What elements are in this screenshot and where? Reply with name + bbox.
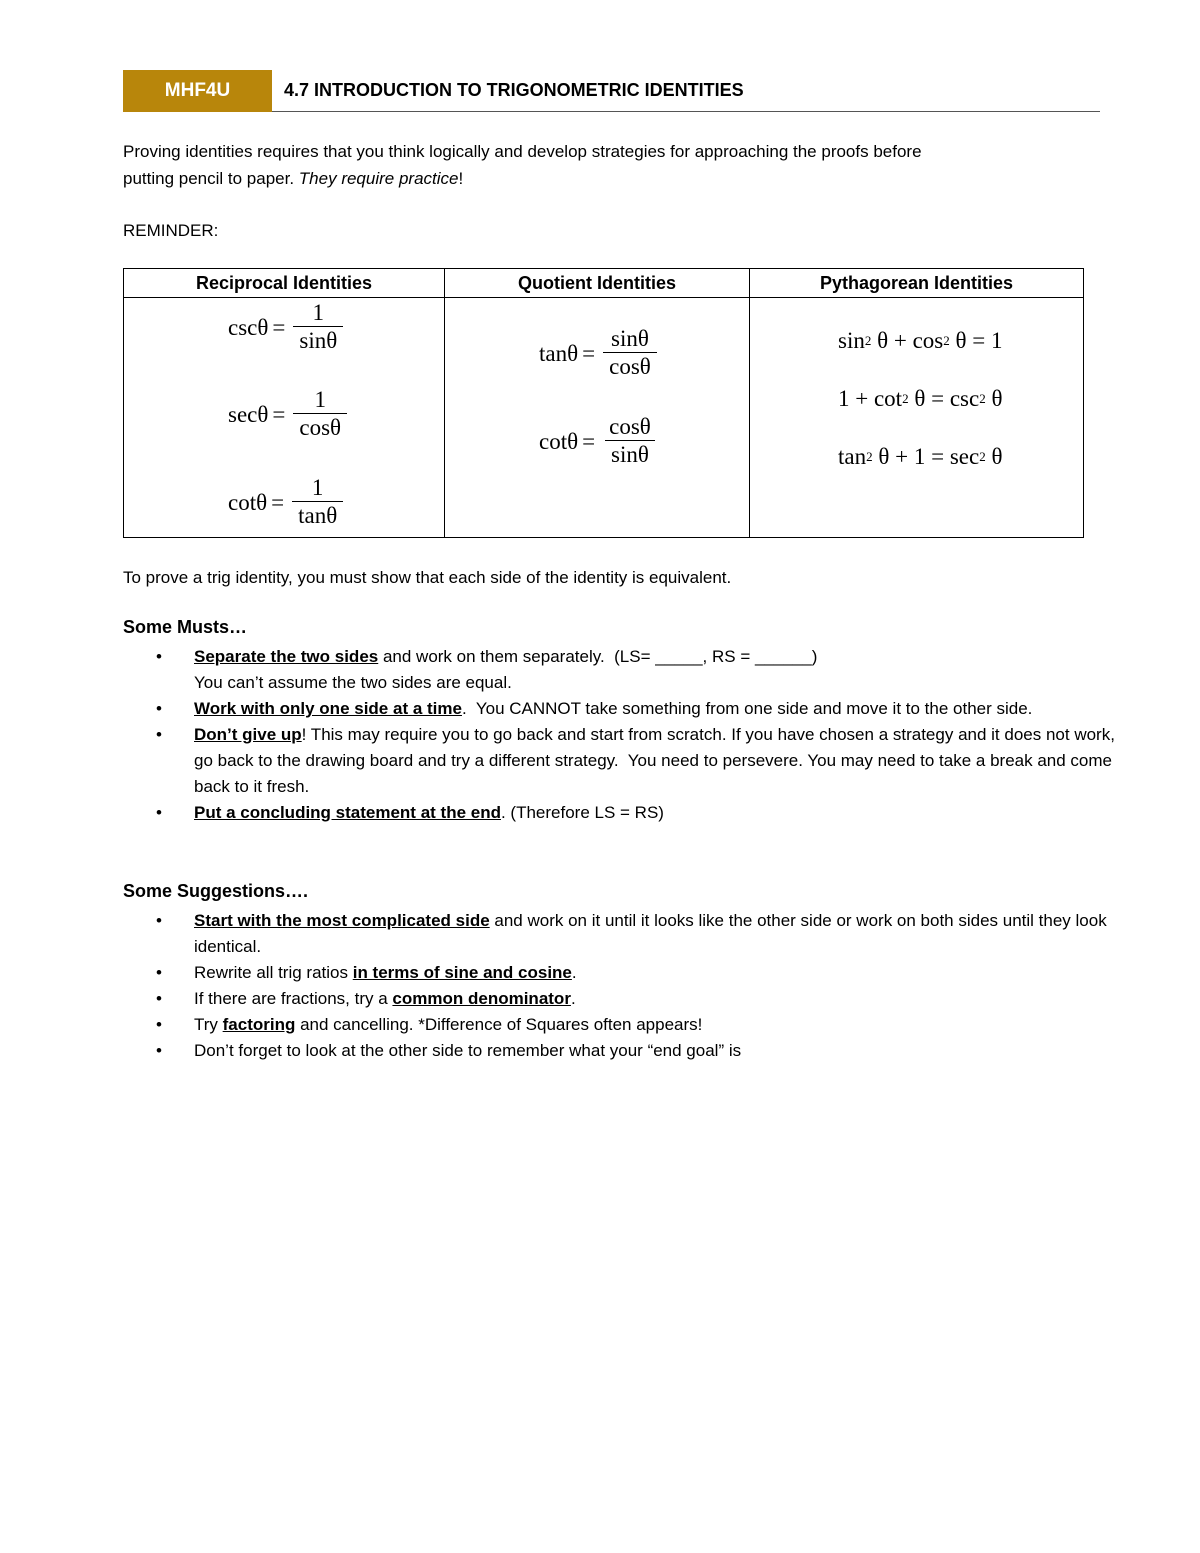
list-item: • Put a concluding statement at the end. (Therefore LS = RS) xyxy=(123,800,1133,826)
page-title: 4.7 INTRODUCTION TO TRIGONOMETRIC IDENTITIES xyxy=(284,80,744,100)
intro-line-1: Proving identities requires that you think logically and develop strategies for approaching the proofs before xyxy=(123,142,922,161)
header-quotient: Quotient Identities xyxy=(445,269,750,298)
pythagorean-identity-1: sin 2 θ + cos 2 θ = 1 xyxy=(838,328,1003,353)
musts-list xyxy=(123,644,1133,826)
bullet-icon: • xyxy=(156,1041,162,1060)
bullet-icon: • xyxy=(156,911,162,930)
prove-paragraph: To prove a trig identity, you must show that each side of the identity is equivalent. xyxy=(123,568,732,587)
intro-paragraph xyxy=(123,138,922,192)
quotient-identity-tan: tanθ = $\frac{\sin\theta}{\cos\theta}$ xyxy=(539,326,657,381)
reciprocal-identity-sec: secθ = $\frac{1}{\cos\theta}$ xyxy=(228,387,347,442)
pythagorean-cell xyxy=(750,298,1084,538)
quotient-cell xyxy=(445,298,750,538)
list-item: • If there are fractions, try a common denominator. xyxy=(123,986,1133,1012)
list-item: • Don’t forget to look at the other side to remember what your “end goal” is xyxy=(123,1038,1133,1064)
bullet-icon: • xyxy=(156,963,162,982)
reciprocal-identity-csc: cscθ = $\frac{1}{\sin\theta}$ xyxy=(228,300,343,355)
reminder-label: REMINDER: xyxy=(123,221,219,240)
reciprocal-cell xyxy=(124,298,445,538)
header-reciprocal: Reciprocal Identities xyxy=(124,269,445,298)
header-divider xyxy=(272,111,1100,112)
suggestions-heading: Some Suggestions…. xyxy=(123,881,309,901)
bullet-icon: • xyxy=(156,647,162,666)
list-item: • Don’t give up! This may require you to go back and start from scratch. If you have chosen a strategy and it does not work, go back to the drawing board and try a different strategy. You need to persevere. You may need to take a break and come back to it fresh. xyxy=(123,722,1133,800)
list-item: • Try factoring and cancelling. *Difference of Squares often appears! xyxy=(123,1012,1133,1038)
bullet-icon: • xyxy=(156,989,162,1008)
musts-heading: Some Musts… xyxy=(123,617,248,637)
bullet-icon: • xyxy=(156,1015,162,1034)
intro-emphasis: They require practice xyxy=(298,169,459,188)
quotient-identity-cot: cotθ = $\frac{\cos\theta}{\sin\theta}$ xyxy=(539,414,657,469)
list-item: • Rewrite all trig ratios in terms of sine and cosine. xyxy=(123,960,1133,986)
bullet-icon: • xyxy=(156,803,162,822)
header-pythagorean: Pythagorean Identities xyxy=(750,269,1084,298)
list-item: • Start with the most complicated side and work on it until it looks like the other side or work on both sides until they look identical. xyxy=(123,908,1133,960)
suggestions-list xyxy=(123,908,1133,1064)
bullet-icon: • xyxy=(156,699,162,718)
identity-table xyxy=(123,268,1084,538)
bullet-icon: • xyxy=(156,725,162,744)
reciprocal-identity-cot: cotθ = $\frac{1}{\tan\theta}$ xyxy=(228,475,343,530)
intro-line-2: putting pencil to paper. They require practice! xyxy=(123,169,464,188)
pythagorean-identity-3: tan 2 θ + 1 = sec 2 θ xyxy=(838,444,1003,469)
list-item: • Separate the two sides and work on them separately. (LS= _____, RS = ______) You can’t assume the two sides are equal. xyxy=(123,644,1133,696)
list-item: • Work with only one side at a time. You CANNOT take something from one side and move it to the other side. xyxy=(123,696,1133,722)
pythagorean-identity-2: 1 + cot 2 θ = csc 2 θ xyxy=(838,386,1003,411)
course-code-badge: MHF4U xyxy=(123,70,272,112)
